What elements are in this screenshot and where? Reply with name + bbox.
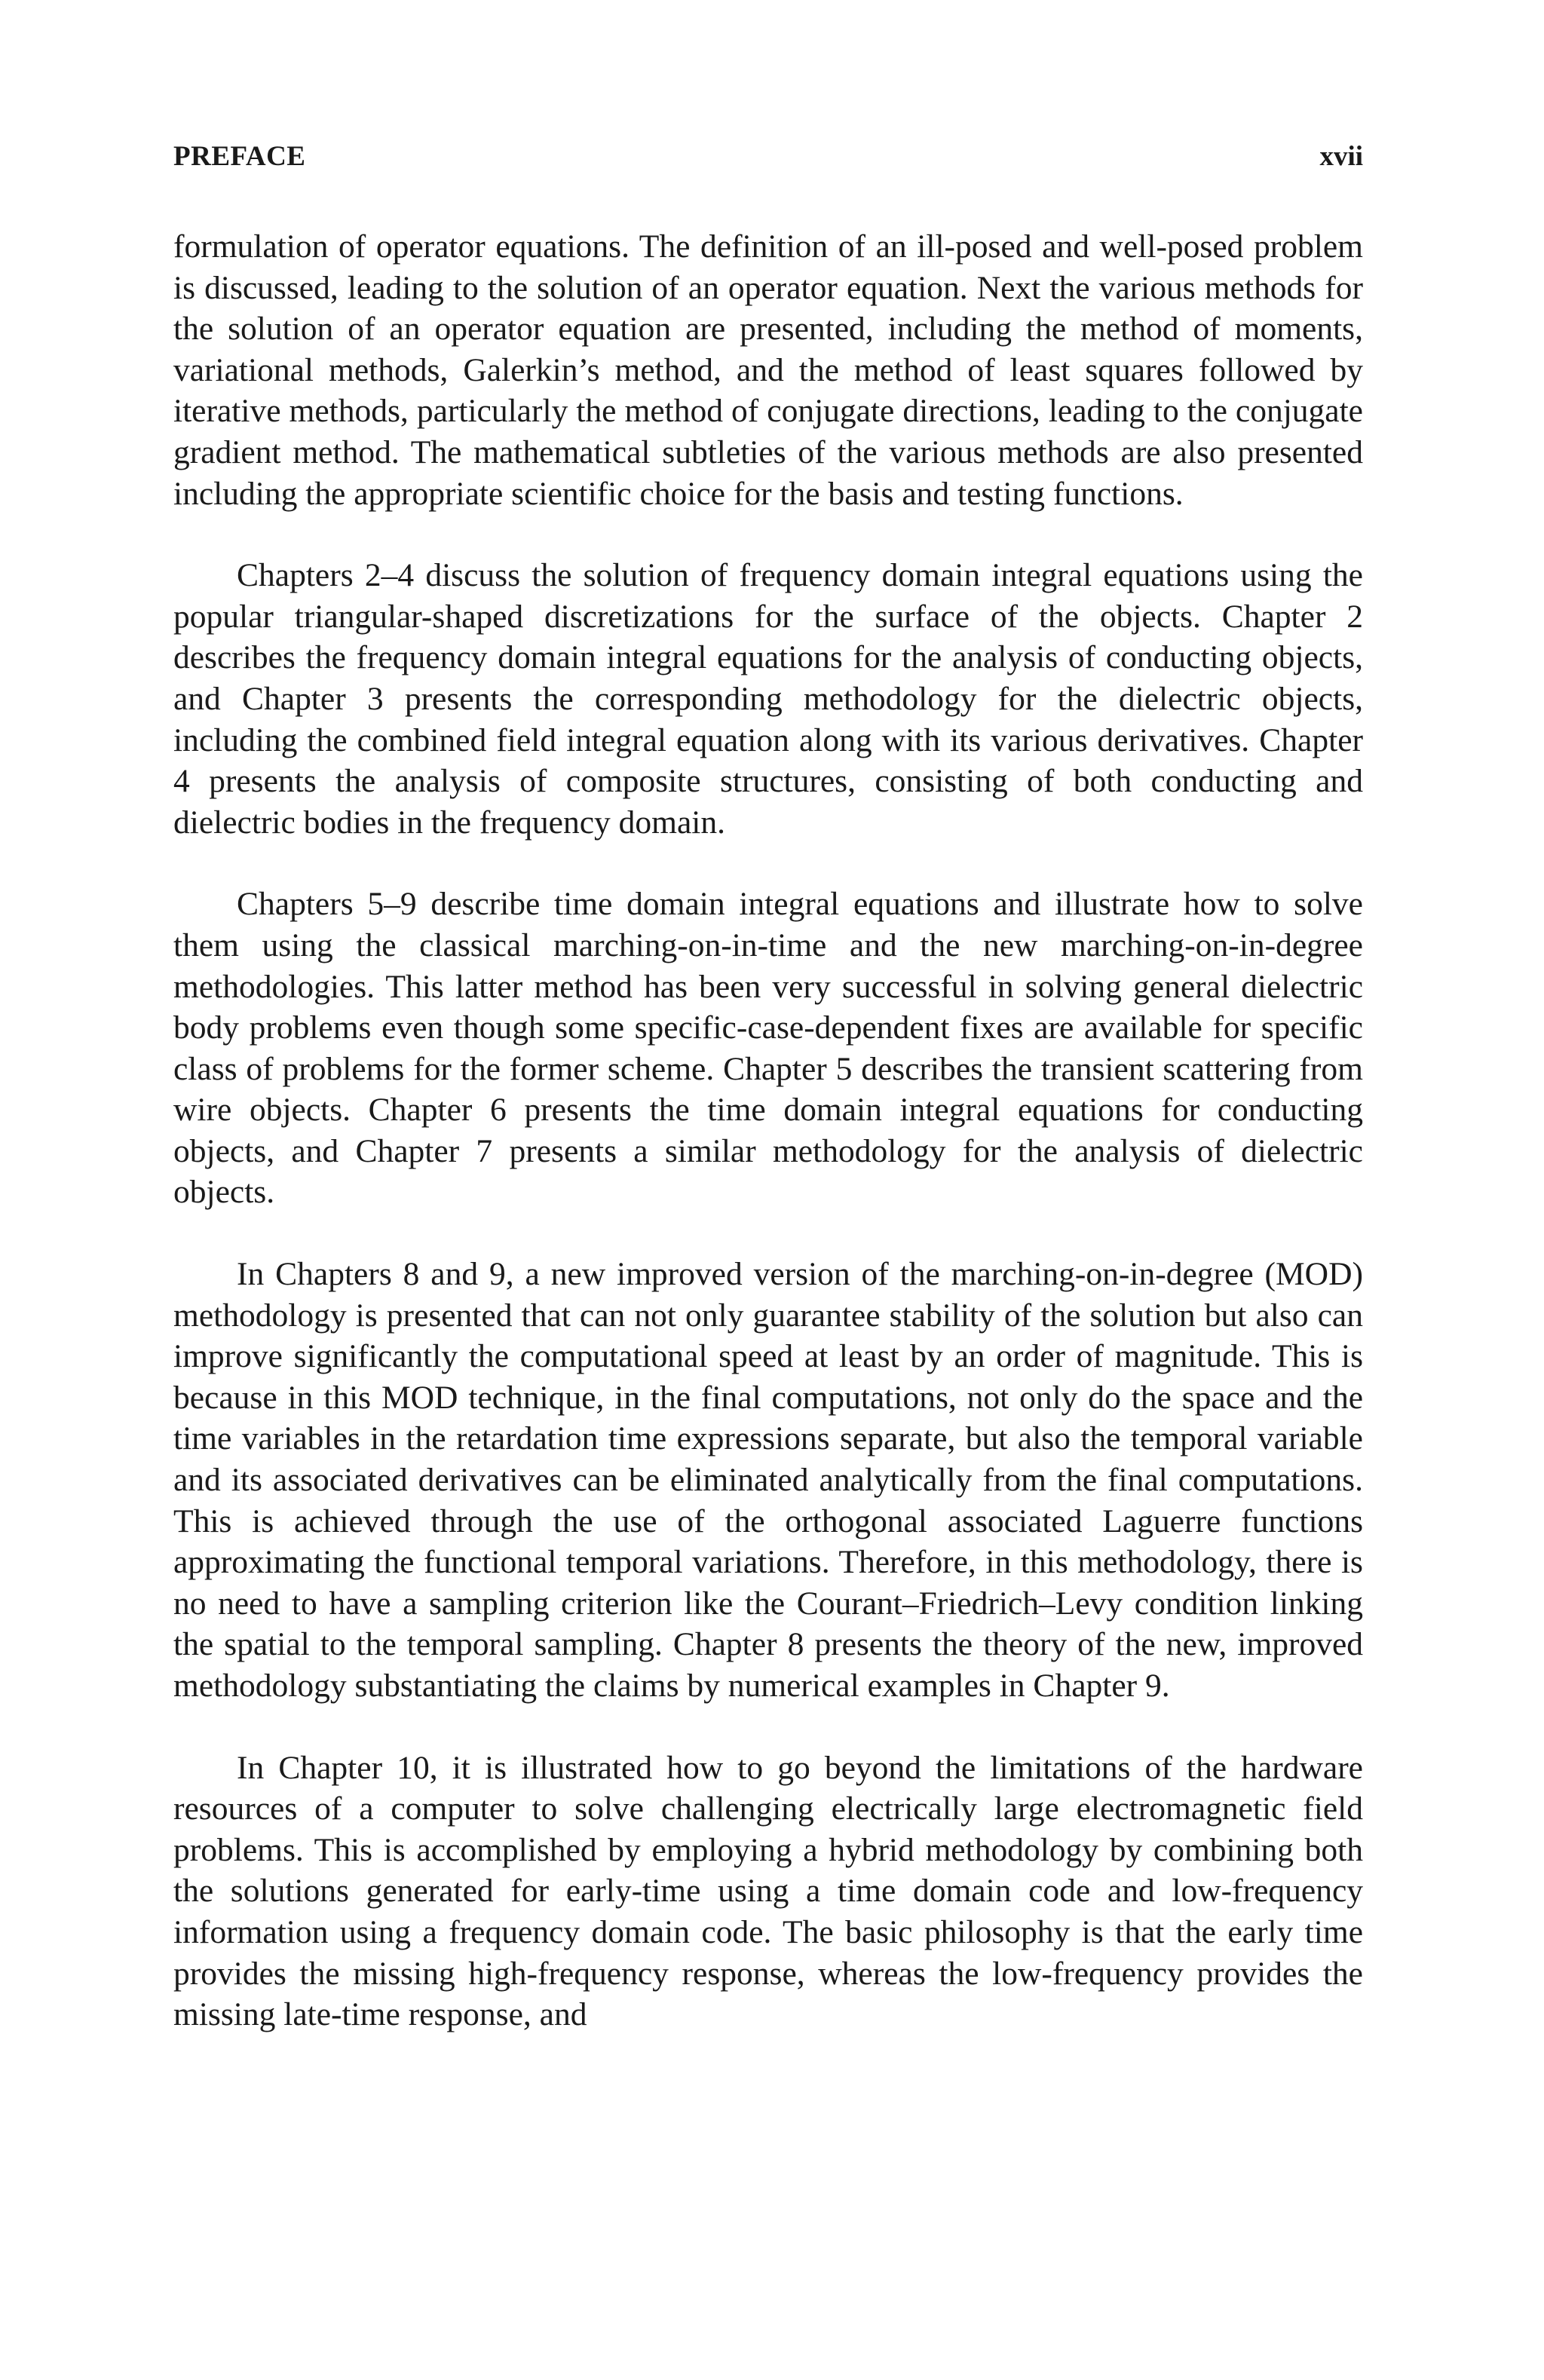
paragraph-chapters-5-9: Chapters 5–9 describe time domain integral equations and illustrate how to solve them using the classical marching-on-in-time and the new marching-on-in-degree methodologies. This latter method has been very successful in solving general dielectric body problems even though some specific-case-dependent fixes are available for specific class of problems for the former scheme. Chapter 5 describes the transient scattering from wire objects. Chapter 6 presents the time domain integral equations for conducting objects, and Chapter 7 presents a similar methodology for the analysis of dielectric objects. [173, 886, 1363, 1211]
page-header [173, 140, 1363, 185]
paragraph-chapter-10: In Chapter 10, it is illustrated how to go beyond the limitations of the hardware resources of a computer to solve challenging electrically large electromagnetic field problems. This is accomplished by employing a hybrid methodology by combining both the solutions generated for early-time using a time domain code and low-frequency information using a frequency domain code. The basic philosophy is that the early time provides the missing high-frequency response, whereas the low-frequency provides the missing late-time response, and [173, 1749, 1363, 2033]
page-number: xvii [1319, 141, 1363, 172]
paragraph-chapters-8-9: In Chapters 8 and 9, a new improved version of the marching-on-in-degree (MOD) methodology is presented that can not only guarantee stability of the solution but also can improve significantly the computational speed at least by an order of magnitude. This is because in this MOD technique, in the final computations, not only do the space and the time variables in the retardation time expressions separate, but also the temporal variable and its associated derivatives can be eliminated analytically from the final computations. This is achieved through the use of the orthogonal associated Laguerre functions approximating the functional temporal variations. Therefore, in this methodology, there is no need to have a sampling criterion like the Courant–Friedrich–Levy condition linking the spatial to the temporal sampling. Chapter 8 presents the theory of the new, improved methodology substantiating the claims by numerical examples in Chapter 9. [173, 1256, 1363, 1704]
running-title: PREFACE [173, 141, 306, 172]
paragraph-chapters-2-4: Chapters 2–4 discuss the solution of frequency domain integral equations using the popular triangular-shaped discretizations for the surface of the objects. Chapter 2 describes the frequency domain integral equations for the analysis of conducting objects, and Chapter 3 presents the corresponding methodology for the dielectric objects, including the combined field integral equation along with its various derivatives. Chapter 4 presents the analysis of composite structures, consisting of both conducting and dielectric bodies in the frequency domain. [173, 557, 1363, 841]
paragraph-methods-overview: formulation of operator equations. The definition of an ill-posed and well-posed problem is discussed, leading to the solution of an operator equation. Next the various methods for the solution of an operator equation are presented, including the method of moments, variational methods, Galerkin’s method, and the method of least squares followed by iterative methods, particularly the method of conjugate directions, leading to the conjugate gradient method. The mathematical subtleties of the various methods are also presented including the appropriate scientific choice for the basis and testing functions. [173, 228, 1363, 512]
body-text [173, 226, 1363, 2035]
